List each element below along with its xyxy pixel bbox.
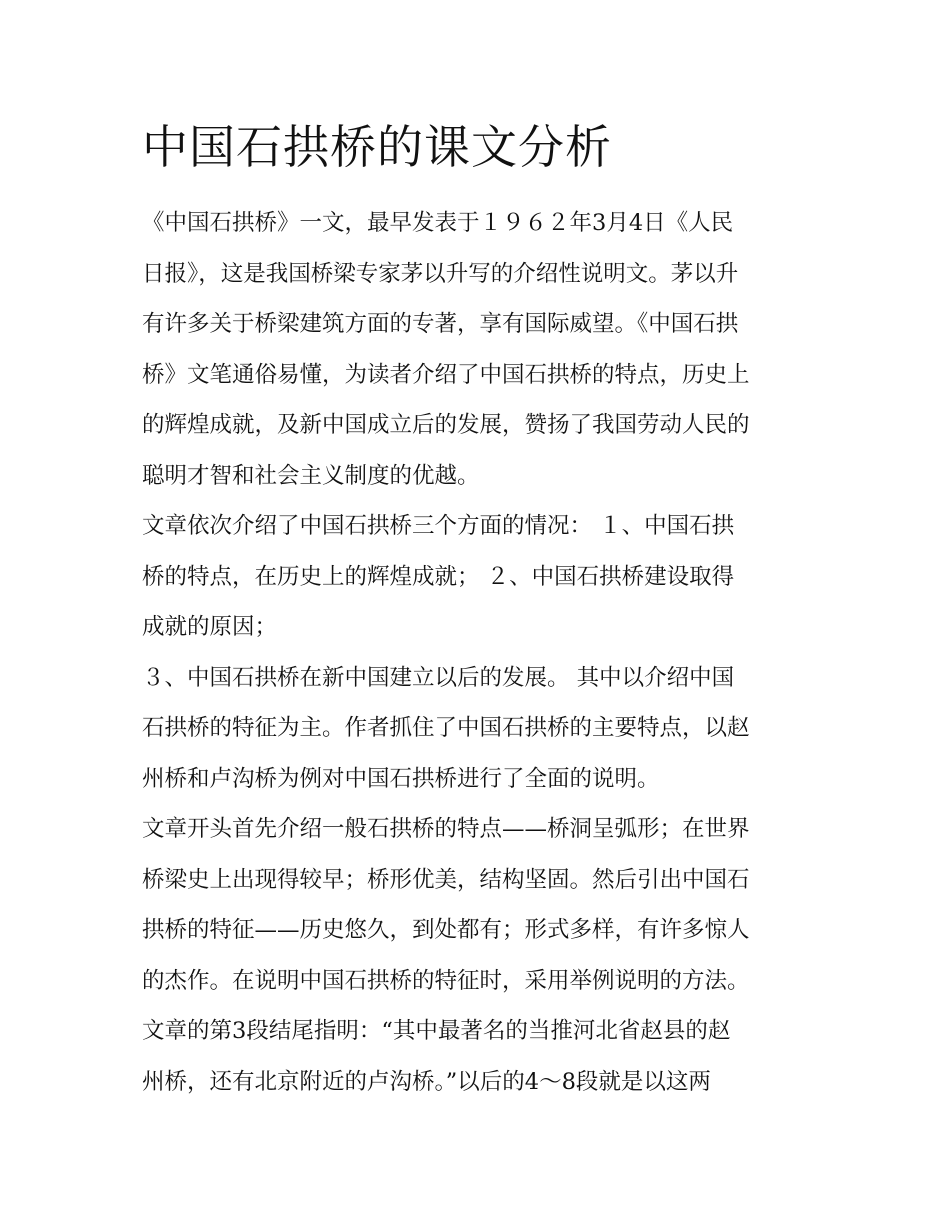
text-line: 石拱桥的特征为主。作者抓住了中国石拱桥的主要特点，以赵 (142, 715, 750, 741)
text-line: 的杰作。在说明中国石拱桥的特征时，采用举例说明的方法。 (142, 967, 750, 994)
text-line: 成就的原因； (142, 614, 278, 640)
text-line: 的辉煌成就，及新中国成立后的发展，赞扬了我国劳动人民的 (142, 412, 750, 438)
text-line: 《中国石拱桥》一文，最早发表于１９６２年3月4日《人民 (142, 210, 734, 236)
body-text (142, 198, 832, 1107)
text-line: 桥梁史上出现得较早；桥形优美，结构坚固。然后引出中国石 (142, 866, 750, 893)
text-line: 州桥和卢沟桥为例对中国石拱桥进行了全面的说明。 (142, 765, 660, 792)
text-line: 聪明才智和社会主义制度的优越。 (142, 462, 480, 489)
page-title: 中国石拱桥的课文分析 (142, 120, 612, 174)
text-line: 桥的特点，在历史上的辉煌成就； ２、中国石拱桥建设取得 (142, 563, 735, 590)
text-line: ３、中国石拱桥在新中国建立以后的发展。 其中以介绍中国 (142, 664, 735, 691)
text-line: 文章依次介绍了中国石拱桥三个方面的情况： １、中国石拱 (142, 513, 735, 539)
text-line: 州桥，还有北京附近的卢沟桥。”以后的4～8段就是以这两 (142, 1068, 711, 1095)
text-line: 有许多关于桥梁建筑方面的专著，享有国际威望。《中国石拱 (142, 311, 739, 337)
text-line: 文章的第3段结尾指明：“其中最著名的当推河北省赵县的赵 (142, 1018, 731, 1044)
text-line: 拱桥的特征——历史悠久，到处都有；形式多样，有许多惊人 (142, 917, 750, 943)
text-line: 文章开头首先介绍一般石拱桥的特点——桥洞呈弧形；在世界 (142, 816, 750, 842)
text-line: 桥》文笔通俗易懂，为读者介绍了中国石拱桥的特点，历史上 (142, 361, 750, 388)
text-line: 日报》，这是我国桥梁专家茅以升写的介绍性说明文。茅以升 (142, 260, 739, 287)
